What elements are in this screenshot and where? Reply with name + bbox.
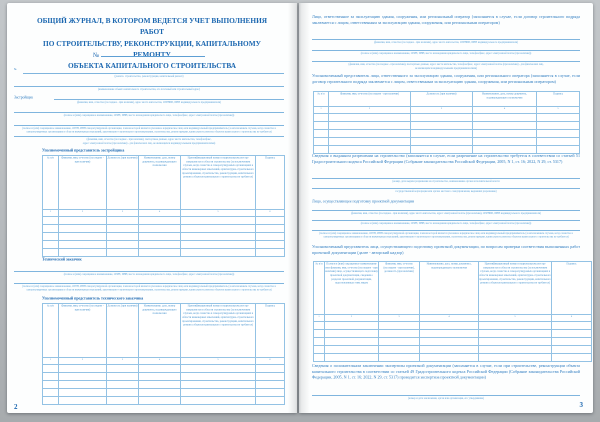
field-caption-text: (фамилия, имя, отчество (последнее - при наличии), адрес места жительства, адрес электронной почты (при наличии), ОГРНИП, ИНН индивидуального предпринимателя) — [350, 211, 542, 215]
table-cell — [181, 389, 256, 397]
field-caption-text: (фамилия, имя, отчество (последнее - при наличии), паспортные данные, адрес места жительства, телефон/факс, — [86, 137, 212, 141]
col-header: Идентификационный номер в национальном реестре специалистов в области строительства (за исключением случаев, когда членство в саморегулируемых организациях в области инженерных изысканий, архитектурно-строительного проектирования, строительства, реконструкции, капитального ремонта объектов капитального строительства не требуется) — [182, 304, 254, 327]
field-caption-text: (фамилия, имя, отчество (последнее - при наличии), адрес места жительства, ОГРНИП, ИНН индивидуального предпринимателя) — [76, 100, 222, 104]
para-rep-operator-text: Уполномоченный представитель лица, ответственного за эксплуатацию здания, сооружения, или регионального оператора (заполняется в случае, если договор строительного подряда заключается с лицом, ответственным за эксплуатацию здания, сооружения, или региональным оператором) — [312, 73, 580, 84]
rep-designer-table — [313, 261, 592, 362]
col-header: Подпись — [553, 92, 563, 96]
table-cell — [552, 354, 592, 362]
para-rep-designer-text: Уполномоченный представитель лица, осуществляющего подготовку проектной документации, по вопросам проверки соответствия выполненных работ проектной документации (далее - авторский надзор) — [312, 244, 580, 255]
col-header: № п/п — [317, 92, 325, 96]
table-row — [43, 241, 285, 249]
table-cell — [107, 365, 139, 373]
table-cell — [139, 365, 181, 373]
developer-label-text: Застройщик — [14, 95, 34, 100]
table-cell — [420, 330, 479, 338]
table-cell — [420, 322, 479, 330]
kind-line-label — [14, 68, 19, 73]
heading-rep-tech-customer — [42, 296, 244, 301]
field-caption — [14, 142, 284, 146]
col-header: Наименование, дата, номер документа, подтверждающего полномочия — [482, 92, 527, 100]
table-cell — [552, 322, 592, 330]
table-cell — [107, 156, 139, 210]
table-cell — [59, 373, 107, 381]
table-cell — [314, 330, 325, 338]
table-cell — [329, 122, 411, 130]
table-cell — [139, 225, 181, 233]
table-cell — [107, 304, 139, 358]
field-caption-text: государственной корпорации или органа местного самоуправления, выдавших разрешение) — [395, 189, 497, 193]
table-cell — [325, 354, 379, 362]
para-operator-text: Лицо, ответственное за эксплуатацию здания, сооружения, или региональный оператор (заполняется в случае, если договор строительного подряда заключается с лицом, ответственным за эксплуатацию здания, сооружения, или региональным оператором) — [312, 14, 580, 25]
table-cell — [325, 322, 379, 330]
table-cell — [59, 381, 107, 389]
table-cell — [552, 330, 592, 338]
table-cell — [329, 114, 411, 122]
page-left — [7, 3, 297, 413]
table-cell — [59, 156, 107, 210]
table-header-row — [314, 92, 580, 107]
heading-rep-developer — [42, 148, 207, 153]
table-row — [314, 338, 592, 346]
table-cell: 6 — [256, 210, 285, 217]
table-cell — [329, 92, 411, 107]
col-header: Подпись — [566, 262, 577, 266]
table-cell — [139, 233, 181, 241]
heading-rep-tech-customer-text: Уполномоченный представитель технического заказчика — [42, 296, 144, 301]
table-cell — [379, 330, 420, 338]
heading-designer — [312, 199, 516, 204]
field-caption-text: (полное и (или) сокращенное наименование, ОГРН, ИНН саморегулируемой организации, членом которой является указанное юридическое лицо или индивидуальный предприниматель (за исключением случаев, когда членство в саморегулируемых организациях в области инженерных изысканий, архитектурно-строительного проектирования, строительства, реконструкции, капитального ремонта объектов капитального строительства не требуется) — [319, 231, 573, 238]
table-cell — [411, 138, 473, 146]
table-cell — [256, 217, 285, 225]
table-row — [314, 346, 592, 354]
table-cell — [479, 262, 552, 315]
table-cell — [314, 114, 329, 122]
table-cell — [420, 262, 479, 315]
journal-title-line: ПО СТРОИТЕЛЬСТВУ, РЕКОНСТРУКЦИИ, КАПИТАЛЬНОМУ РЕМОНТУ — [43, 38, 261, 59]
table-cell — [537, 92, 580, 107]
field-caption — [312, 67, 580, 71]
rep-operator-table — [313, 91, 580, 154]
table-cell: 3 — [107, 210, 139, 217]
table-cell — [479, 354, 552, 362]
column-numbers-row — [314, 315, 592, 322]
table-cell — [325, 330, 379, 338]
table-cell: 4 — [420, 315, 479, 322]
col-header: Фамилия, имя, отчество (последнее - при наличии), должность (при наличии) — [383, 262, 415, 274]
table-cell — [43, 241, 59, 249]
table-cell: 6 — [552, 315, 592, 322]
field-caption — [312, 397, 580, 401]
table-cell — [59, 365, 107, 373]
table-row — [43, 249, 285, 257]
table-cell — [537, 130, 580, 138]
table-cell — [411, 122, 473, 130]
table-cell — [59, 304, 107, 358]
col-header: № п/п — [47, 304, 54, 308]
col-header: Идентификационный номер в национальном реестре специалистов в области строительства (за исключением случаев, когда членство в саморегулируемых организациях в области инженерных изысканий, архитектурно-строительного проектирования, строительства, реконструкции, капитального ремонта объектов капитального строительства не требуется) — [182, 156, 254, 179]
table-cell — [379, 262, 420, 315]
col-header: Подпись — [265, 304, 275, 308]
table-cell — [411, 130, 473, 138]
table-cell — [256, 304, 285, 358]
table-cell: 5 — [181, 358, 256, 365]
table-cell — [107, 225, 139, 233]
table-row — [314, 138, 580, 146]
para-expertise-text: Сведения о положительном заключении экспертизы проектной документации (заполняется в случае, если при строительстве, реконструкции объекта капитального строительства в соответствии со статьей 49 Градостроительного кодекса Российской Федерации (Собрание законодательства Российской Федерации, 2005, N 1, ст. 16; 2022, N 29, ст. 5317) проводится экспертиза проектной документации) — [312, 363, 580, 380]
table-cell — [256, 241, 285, 249]
table-cell — [473, 92, 537, 107]
table-header-row — [43, 304, 285, 358]
table-cell — [139, 156, 181, 210]
table-row — [43, 365, 285, 373]
table-row — [314, 114, 580, 122]
table-cell — [181, 156, 256, 210]
field-caption-text: (полное и (или) сокращенное наименование, ОГРН, ИНН саморегулируемой организации, членом которой является указанное юридическое лицо или индивидуальный предприниматель (за исключением случаев, когда членство в саморегулируемых организациях в области инженерных изысканий, архитектурно-строительного проектирования, строительства, реконструкции, капитального ремонта объектов капитального строительства не требуется) — [22, 126, 276, 133]
table-cell — [181, 365, 256, 373]
table-cell: 2 — [329, 107, 411, 114]
col-header: Фамилия, имя, отчество (последнее - при наличии) — [61, 156, 104, 164]
table-cell — [107, 241, 139, 249]
table-cell — [256, 397, 285, 405]
table-row — [43, 373, 285, 381]
table-cell — [314, 354, 325, 362]
table-cell — [479, 330, 552, 338]
table-cell — [473, 138, 537, 146]
table-cell: 3 — [107, 358, 139, 365]
table-cell — [325, 262, 379, 315]
field-caption — [312, 222, 580, 226]
field-caption — [312, 232, 580, 240]
table-cell — [314, 262, 325, 315]
field-caption — [312, 41, 580, 45]
table-header-row — [43, 156, 285, 210]
table-cell — [314, 92, 329, 107]
field-caption-text: (указать: строительство, реконструкция, капитальный ремонт) — [114, 74, 184, 78]
table-cell — [139, 217, 181, 225]
field-caption-text: (фамилия, имя, отчество (последнее - при наличии), адрес места жительства, ОГРНИП, ИНН индивидуального предпринимателя) — [373, 40, 519, 44]
table-cell — [107, 249, 139, 257]
field-caption-text: (фамилия, имя, отчество (последнее - при наличии), паспортные данные, адрес места жительства, телефон/факс, адрес электронной почты (при наличии) - для физических лиц, — [348, 62, 544, 66]
journal-number-field — [93, 49, 205, 59]
table-cell: 3 — [411, 107, 473, 114]
table-cell — [256, 381, 285, 389]
field-caption-text: адрес электронной почты (при наличии) - для физических лиц, не являющихся индивидуальными предпринимателями) — [82, 141, 216, 145]
table-cell: 6 — [256, 358, 285, 365]
table-cell: 1 — [314, 315, 325, 322]
table-cell — [43, 217, 59, 225]
para-permit — [312, 153, 580, 172]
table-cell — [379, 322, 420, 330]
table-cell — [139, 249, 181, 257]
column-numbers-row — [43, 358, 285, 365]
table-cell — [43, 373, 59, 381]
table-cell — [181, 373, 256, 381]
table-cell — [314, 338, 325, 346]
table-cell — [43, 381, 59, 389]
table-cell — [139, 373, 181, 381]
field-caption — [14, 88, 284, 92]
table-cell: 3 — [379, 315, 420, 322]
table-row — [43, 217, 285, 225]
table-cell — [139, 397, 181, 405]
table-row — [314, 330, 592, 338]
table-cell — [256, 365, 285, 373]
page-number-left: 2 — [14, 403, 18, 411]
kind-line-label-text: № — [14, 68, 17, 71]
table-row — [43, 225, 285, 233]
heading-tech-customer-text: Технический заказчик — [42, 257, 82, 262]
table-cell — [473, 130, 537, 138]
table-cell: 5 — [479, 315, 552, 322]
table-cell — [256, 233, 285, 241]
col-header: Наименование, дата, номер документа, подтверждающего полномочия — [142, 156, 177, 168]
col-header: Должность (при наличии) — [426, 92, 457, 96]
field-caption — [14, 114, 284, 118]
table-cell: 4 — [139, 210, 181, 217]
col-header: Идентификационный номер в национальном реестре специалистов в области строительства (за исключением случаев, когда членство в саморегулируемых организациях в области инженерных изысканий, архитектурно-строительного проектирования, строительства, реконструкции, капитального ремонта объектов капитального строительства не требуется) — [479, 262, 551, 285]
heading-tech-customer — [42, 257, 122, 262]
journal-number-label: № — [93, 52, 100, 59]
table-cell — [420, 338, 479, 346]
table-row — [43, 389, 285, 397]
table-cell — [43, 365, 59, 373]
table-cell — [314, 130, 329, 138]
table-cell — [479, 338, 552, 346]
developer-label — [14, 95, 52, 100]
col-header: Наименование, дата, номер документа, подтверждающего полномочия — [142, 304, 177, 316]
col-header: Фамилия, имя, отчество (последнее - при наличии) — [61, 304, 104, 312]
column-numbers-row — [314, 107, 580, 114]
table-cell — [325, 346, 379, 354]
field-caption — [312, 212, 580, 216]
table-cell — [43, 397, 59, 405]
field-caption-text: не являющихся индивидуальными предпринимателями) — [414, 66, 478, 70]
table-cell — [59, 249, 107, 257]
table-cell: 2 — [59, 210, 107, 217]
field-caption — [14, 273, 284, 277]
journal-title-line: ОБЪЕКТА КАПИТАЛЬНОГО СТРОИТЕЛЬСТВА — [67, 61, 237, 71]
field-caption — [312, 180, 580, 184]
para-permit-text: Сведения о выданном разрешении на строительство (заполняется в случае, если разрешение на строительство требуется в соответствии со статьей 51 Градостроительного кодекса Российской Федерации (Собрание законодательства Российской Федерации, 2005, N 1, ст. 16; 2022, N 29, ст. 5317) — [312, 153, 580, 164]
table-cell — [181, 233, 256, 241]
col-header: Фамилия, имя, отчество (последнее - при наличии) — [340, 92, 399, 96]
table-cell — [256, 373, 285, 381]
rep-tech-customer-table — [42, 303, 285, 405]
field-caption-text: (наименование объекта капитального строительства, его почтовый или строительный адрес) — [97, 87, 201, 91]
table-cell — [256, 389, 285, 397]
table-cell — [552, 262, 592, 315]
field-caption-text: (полное и (или) сокращенное наименование, ОГРН, ИНН, место нахождения юридического лица, телефон/факс, адрес электронной почты (при наличии)) — [63, 113, 235, 117]
table-cell — [59, 241, 107, 249]
table-cell — [181, 217, 256, 225]
table-cell — [473, 114, 537, 122]
table-cell — [537, 114, 580, 122]
table-cell: 4 — [473, 107, 537, 114]
table-row — [43, 381, 285, 389]
table-cell: 5 — [181, 210, 256, 217]
journal-number-blank — [101, 49, 205, 57]
table-cell — [181, 397, 256, 405]
table-cell: 4 — [139, 358, 181, 365]
field-caption — [312, 190, 580, 194]
field-caption — [14, 285, 284, 294]
field-caption — [14, 127, 284, 136]
col-header: Должность (при наличии) — [107, 304, 138, 308]
col-header: Наименование, дата, номер документа, подтверждающего полномочия — [426, 262, 472, 270]
table-cell — [43, 156, 59, 210]
table-cell — [314, 322, 325, 330]
table-cell: 1 — [43, 210, 59, 217]
field-caption-text: (номер, дата выдачи разрешения на строительство, наименование органа исполнительной власти — [392, 179, 500, 183]
table-cell — [107, 373, 139, 381]
field-caption-text: (полное и (или) сокращенное наименование, ОГРН, ИНН, место нахождения юридического лица, телефон/факс, адрес электронной почты (при наличии)) — [360, 221, 532, 225]
table-cell — [256, 156, 285, 210]
journal-title — [35, 15, 269, 71]
table-cell — [181, 241, 256, 249]
table-cell — [479, 322, 552, 330]
col-header: № п/п — [47, 156, 54, 160]
rep-developer-table — [42, 155, 285, 257]
col-header: № п/п — [315, 262, 323, 266]
table-cell — [43, 225, 59, 233]
table-cell — [420, 354, 479, 362]
table-cell — [537, 122, 580, 130]
table-cell — [139, 241, 181, 249]
table-cell — [473, 122, 537, 130]
table-cell — [107, 381, 139, 389]
column-numbers-row — [43, 210, 285, 217]
field-caption-text: (полное и (или) сокращенное наименование, ОГРН, ИНН, место нахождения юридического лица, телефон/факс, адрес электронной почты (при наличии)) — [360, 51, 532, 55]
table-cell — [107, 233, 139, 241]
table-cell — [314, 122, 329, 130]
table-cell — [479, 346, 552, 354]
table-cell: 2 — [325, 315, 379, 322]
table-cell — [43, 389, 59, 397]
table-cell — [181, 381, 256, 389]
table-cell — [256, 225, 285, 233]
table-cell — [181, 249, 256, 257]
table-cell — [325, 338, 379, 346]
field-caption — [14, 101, 284, 105]
table-cell — [43, 249, 59, 257]
journal-title-line: ОБЩИЙ ЖУРНАЛ, В КОТОРОМ ВЕДЕТСЯ УЧЕТ ВЫПОЛНЕНИЯ РАБОТ — [36, 16, 268, 37]
table-cell — [43, 304, 59, 358]
field-caption — [312, 52, 580, 56]
table-cell — [537, 138, 580, 146]
col-header: Подпись — [265, 156, 275, 160]
table-cell — [181, 304, 256, 358]
field-caption-text: (полное и (или) сокращенное наименование, ОГРН, ИНН, место нахождения юридического лица, телефон/факс, адрес электронной почты (при наличии)) — [63, 272, 235, 276]
heading-designer-text: Лицо, осуществляющее подготовку проектной документации — [312, 199, 415, 204]
table-cell — [59, 217, 107, 225]
table-cell — [552, 346, 592, 354]
table-row — [314, 322, 592, 330]
table-cell — [107, 389, 139, 397]
table-cell — [59, 233, 107, 241]
field-caption-text: (номер и дата заключения, орган или организация, его утвердившие) — [407, 396, 484, 400]
page-number-right: 3 — [579, 401, 583, 409]
table-cell: 1 — [314, 107, 329, 114]
table-cell — [329, 130, 411, 138]
page-right — [299, 3, 593, 413]
table-row — [314, 354, 592, 362]
heading-rep-developer-text: Уполномоченный представитель застройщика — [42, 148, 125, 153]
table-header-row — [314, 262, 592, 315]
table-cell — [314, 346, 325, 354]
table-cell — [139, 381, 181, 389]
table-cell — [379, 354, 420, 362]
table-cell — [43, 233, 59, 241]
table-cell — [256, 249, 285, 257]
table-row — [43, 397, 285, 405]
table-cell: 2 — [59, 358, 107, 365]
table-cell — [59, 397, 107, 405]
table-row — [314, 130, 580, 138]
table-cell — [107, 397, 139, 405]
table-cell — [107, 217, 139, 225]
table-cell — [379, 338, 420, 346]
field-caption — [14, 75, 284, 79]
table-cell — [59, 389, 107, 397]
table-cell — [314, 138, 329, 146]
table-cell — [379, 346, 420, 354]
field-caption-text: (полное и (или) сокращенное наименование, ОГРН, ИНН саморегулируемой организации, членом которой является указанное юридическое лицо или индивидуальный предприниматель (за исключением случаев, когда членство в саморегулируемых организациях в области инженерных изысканий, архитектурно-строительного проектирования, строительства, реконструкции, капитального ремонта объектов капитального строительства не требуется) — [22, 284, 276, 291]
table-cell — [411, 92, 473, 107]
table-cell — [59, 225, 107, 233]
table-cell — [420, 346, 479, 354]
table-row — [314, 122, 580, 130]
table-cell — [139, 389, 181, 397]
table-cell — [329, 138, 411, 146]
table-cell: 5 — [537, 107, 580, 114]
para-rep-operator — [312, 73, 580, 90]
para-rep-designer — [312, 244, 580, 258]
para-operator — [312, 14, 580, 28]
table-cell: 1 — [43, 358, 59, 365]
table-cell — [552, 338, 592, 346]
para-expertise — [312, 363, 580, 388]
col-header: Полное и (или) сокращенное наименование или фамилия, имя, отчество (последнее - при наличии) лица, осуществляющего подготовку проектной документации, сведения о разделах проектной документации, подготовленных этим лицом — [325, 262, 378, 285]
table-cell — [139, 304, 181, 358]
table-cell — [411, 114, 473, 122]
table-row — [43, 233, 285, 241]
col-header: Должность (при наличии) — [107, 156, 138, 160]
table-cell — [181, 225, 256, 233]
